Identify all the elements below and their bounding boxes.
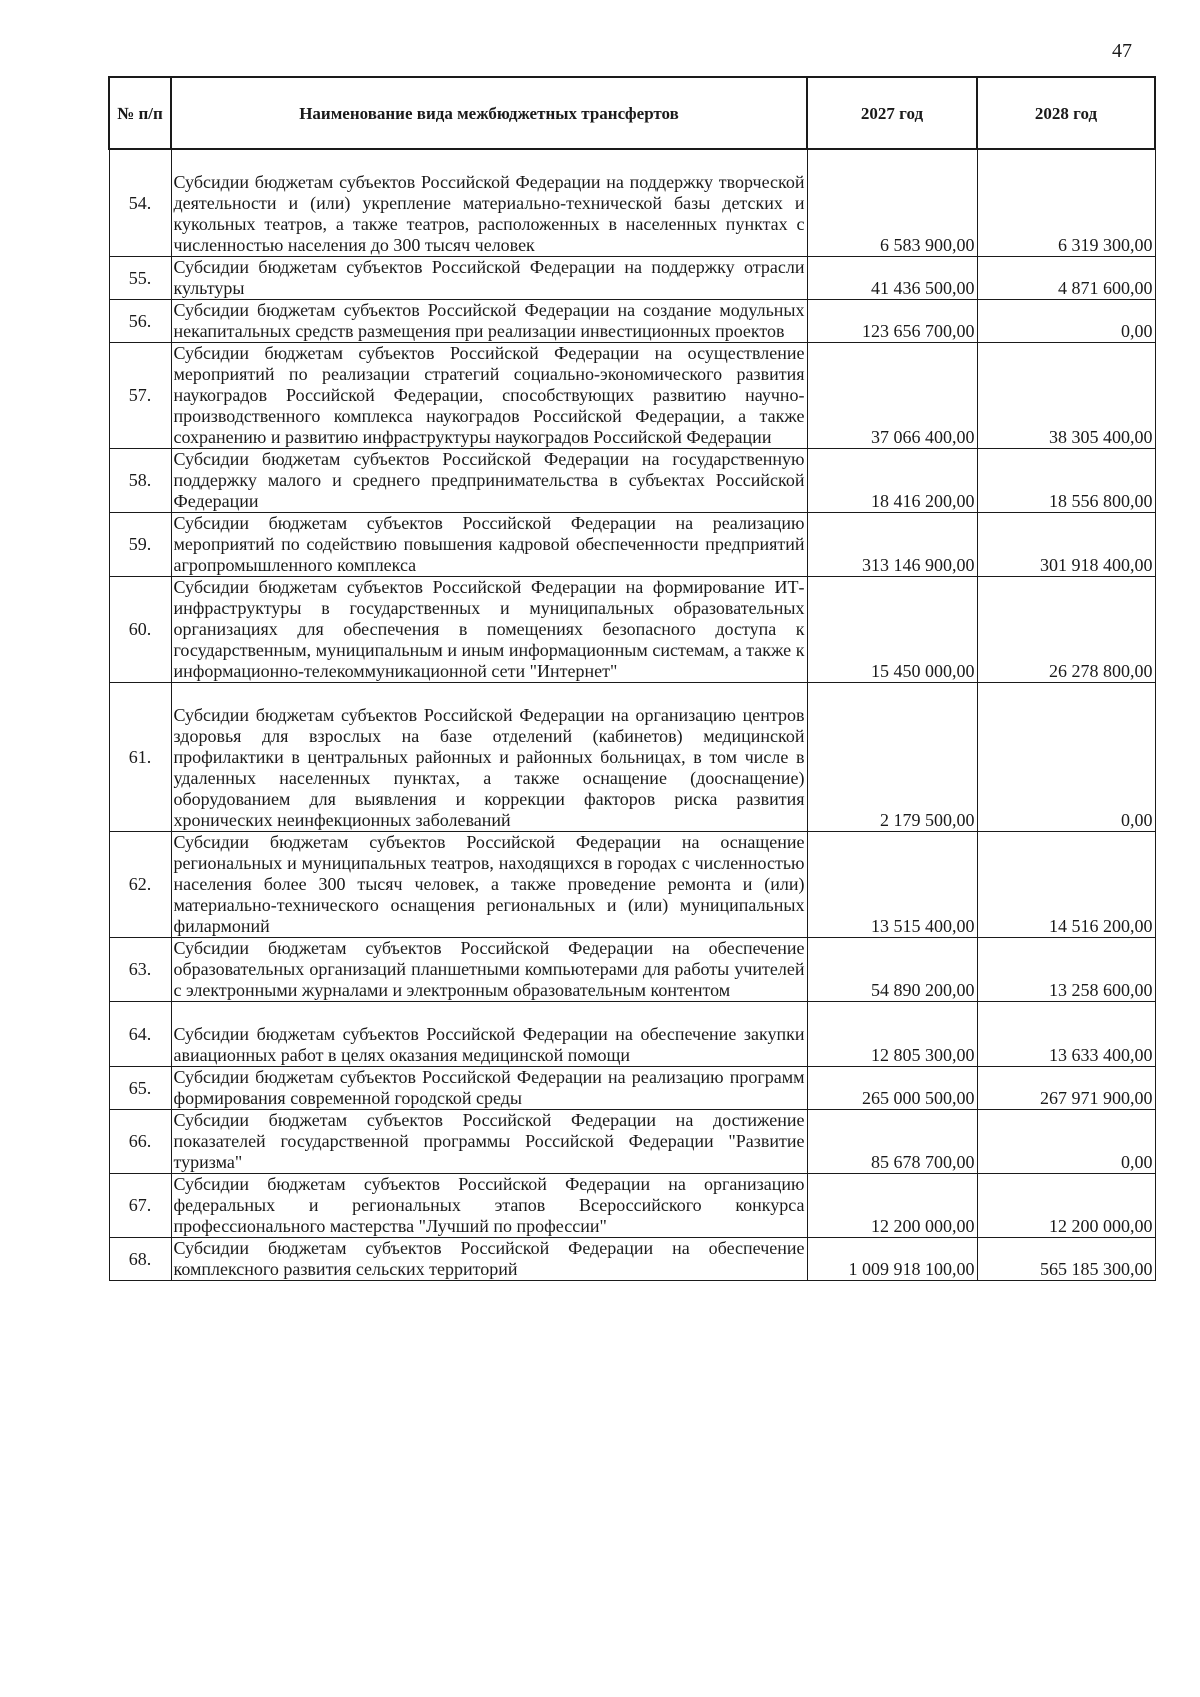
table-row — [109, 1067, 1155, 1110]
row-number: 64. — [109, 1002, 171, 1067]
row-name: Субсидии бюджетам субъектов Российской Федерации на поддержку отрасли культуры — [171, 257, 807, 300]
row-name: Субсидии бюджетам субъектов Российской Федерации на обеспечение образовательных организаций планшетными компьютерами для работы учителей с электронными журналами и электронным образовательным контентом — [171, 938, 807, 1002]
page-number: 47 — [1112, 40, 1132, 62]
row-amount-2027: 265 000 500,00 — [807, 1067, 977, 1110]
row-number: 55. — [109, 257, 171, 300]
row-name: Субсидии бюджетам субъектов Российской Федерации на оснащение региональных и муниципальных театров, находящихся в городах с численностью населения более 300 тысяч человек, а также проведение ремонта и (или) материально-технического оснащения региональных и (или) муниципальных филармоний — [171, 832, 807, 938]
row-name-text: Субсидии бюджетам субъектов Российской Федерации на организацию центров здоровья для взрослых на базе отделений (кабинетов) медицинской профилактики в центральных районных и районных больницах, в том числе в удаленных населенных пунктах, а также оснащение (дооснащение) оборудованием для выявления и коррекции факторов риска развития хронических неинфекционных заболеваний — [173, 705, 805, 830]
row-name: Субсидии бюджетам субъектов Российской Федерации на осуществление мероприятий по реализации стратегий социально-экономического развития наукоградов Российской Федерации, способствующих развитию научно-производственного комплекса наукоградов Российской Федерации, а также сохранению и развитию инфраструктуры наукоградов Российской Федерации — [171, 343, 807, 449]
table-row — [109, 149, 1155, 257]
header-2027: 2027 год — [807, 77, 977, 149]
row-name: Субсидии бюджетам субъектов Российской Федерации на достижение показателей государственной программы Российской Федерации "Развитие туризма" — [171, 1110, 807, 1174]
row-amount-2028: 0,00 — [977, 1110, 1155, 1174]
row-number: 61. — [109, 683, 171, 832]
row-name: Субсидии бюджетам субъектов Российской Федерации на реализацию мероприятий по содействию повышения кадровой обеспеченности предприятий агропромышленного комплекса — [171, 513, 807, 577]
row-amount-2028: 13 258 600,00 — [977, 938, 1155, 1002]
row-amount-2027: 54 890 200,00 — [807, 938, 977, 1002]
table-row — [109, 1174, 1155, 1238]
row-number: 66. — [109, 1110, 171, 1174]
row-name: Субсидии бюджетам субъектов Российской Федерации на обеспечение комплексного развития сельских территорий — [171, 1238, 807, 1281]
row-amount-2028: 6 319 300,00 — [977, 149, 1155, 257]
table-row — [109, 343, 1155, 449]
row-number: 58. — [109, 449, 171, 513]
table-row — [109, 683, 1155, 832]
table-row — [109, 449, 1155, 513]
row-amount-2027: 1 009 918 100,00 — [807, 1238, 977, 1281]
header-num: № п/п — [109, 77, 171, 149]
row-number: 63. — [109, 938, 171, 1002]
row-number: 59. — [109, 513, 171, 577]
row-amount-2027: 37 066 400,00 — [807, 343, 977, 449]
table-row — [109, 832, 1155, 938]
row-amount-2028: 0,00 — [977, 300, 1155, 343]
row-number: 56. — [109, 300, 171, 343]
table-row — [109, 1110, 1155, 1174]
table-row — [109, 1002, 1155, 1067]
row-amount-2027: 12 805 300,00 — [807, 1002, 977, 1067]
row-amount-2028: 13 633 400,00 — [977, 1002, 1155, 1067]
table-row — [109, 513, 1155, 577]
row-amount-2027: 6 583 900,00 — [807, 149, 977, 257]
row-name — [171, 683, 807, 832]
row-amount-2027: 41 436 500,00 — [807, 257, 977, 300]
row-amount-2027: 12 200 000,00 — [807, 1174, 977, 1238]
row-amount-2027: 15 450 000,00 — [807, 577, 977, 683]
table-row — [109, 938, 1155, 1002]
row-name-text: Субсидии бюджетам субъектов Российской Федерации на поддержку творческой деятельности и (или) укрепление материально-технической базы детских и кукольных театров, а также театров, расположенных в населенных пунктах с численностью населения до 300 тысяч человек — [173, 172, 805, 255]
transfers-table — [108, 76, 1156, 1281]
table-row — [109, 300, 1155, 343]
row-name — [171, 149, 807, 257]
row-number: 68. — [109, 1238, 171, 1281]
header-row — [109, 77, 1155, 149]
header-name: Наименование вида межбюджетных трансфертов — [171, 77, 807, 149]
row-number: 67. — [109, 1174, 171, 1238]
row-name — [171, 1002, 807, 1067]
row-name: Субсидии бюджетам субъектов Российской Федерации на организацию федеральных и региональных этапов Всероссийского конкурса профессионального мастерства "Лучший по профессии" — [171, 1174, 807, 1238]
row-amount-2027: 18 416 200,00 — [807, 449, 977, 513]
row-name-text: Субсидии бюджетам субъектов Российской Федерации на обеспечение закупки авиационных работ в целях оказания медицинской помощи — [173, 1024, 805, 1065]
row-amount-2028: 4 871 600,00 — [977, 257, 1155, 300]
row-amount-2027: 123 656 700,00 — [807, 300, 977, 343]
row-amount-2027: 13 515 400,00 — [807, 832, 977, 938]
table-row — [109, 257, 1155, 300]
row-amount-2028: 301 918 400,00 — [977, 513, 1155, 577]
row-number: 54. — [109, 149, 171, 257]
row-amount-2028: 267 971 900,00 — [977, 1067, 1155, 1110]
row-amount-2027: 85 678 700,00 — [807, 1110, 977, 1174]
table-row — [109, 577, 1155, 683]
row-name: Субсидии бюджетам субъектов Российской Федерации на государственную поддержку малого и среднего предпринимательства в субъектах Российской Федерации — [171, 449, 807, 513]
row-amount-2028: 18 556 800,00 — [977, 449, 1155, 513]
row-amount-2027: 313 146 900,00 — [807, 513, 977, 577]
row-amount-2028: 26 278 800,00 — [977, 577, 1155, 683]
row-number: 60. — [109, 577, 171, 683]
row-name: Субсидии бюджетам субъектов Российской Федерации на создание модульных некапитальных средств размещения при реализации инвестиционных проектов — [171, 300, 807, 343]
table-row — [109, 1238, 1155, 1281]
row-number: 65. — [109, 1067, 171, 1110]
row-amount-2028: 0,00 — [977, 683, 1155, 832]
row-amount-2028: 14 516 200,00 — [977, 832, 1155, 938]
row-name: Субсидии бюджетам субъектов Российской Федерации на реализацию программ формирования современной городской среды — [171, 1067, 807, 1110]
row-amount-2028: 565 185 300,00 — [977, 1238, 1155, 1281]
row-amount-2027: 2 179 500,00 — [807, 683, 977, 832]
row-number: 62. — [109, 832, 171, 938]
header-2028: 2028 год — [977, 77, 1155, 149]
row-name: Субсидии бюджетам субъектов Российской Федерации на формирование ИТ-инфраструктуры в государственных и муниципальных образовательных организациях для обеспечения в помещениях безопасного доступа к государственным, муниципальным и иным информационным системам, а также к информационно-телекоммуникационной сети "Интернет" — [171, 577, 807, 683]
row-number: 57. — [109, 343, 171, 449]
row-amount-2028: 12 200 000,00 — [977, 1174, 1155, 1238]
row-amount-2028: 38 305 400,00 — [977, 343, 1155, 449]
